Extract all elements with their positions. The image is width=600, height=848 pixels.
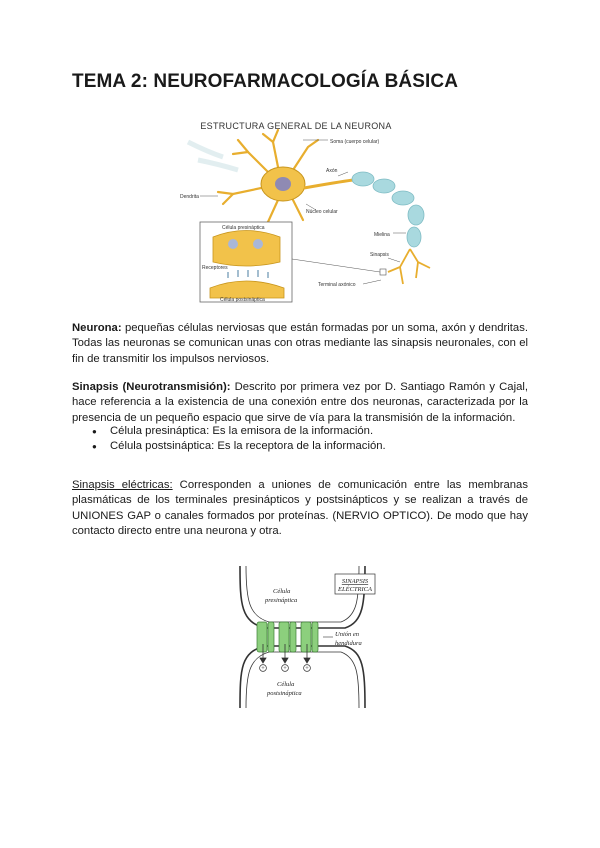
label-sinapsis: Sinapsis — [370, 252, 389, 258]
label-nucleo: Núcleo celular — [306, 209, 338, 215]
label-terminal: Terminal axónico — [318, 282, 356, 288]
nucleus — [275, 177, 291, 191]
term-neurona: Neurona: — [72, 322, 122, 334]
ion-symbol: + — [260, 665, 266, 672]
paragraph-sinapsis — [72, 380, 528, 426]
box-line-1: SINAPSIS — [341, 578, 369, 585]
ion-symbol: + — [304, 665, 310, 672]
list-item: ● Célula presináptica: Es la emisora de la información. — [92, 424, 386, 439]
label-mielina: Mielina — [374, 232, 390, 238]
label-postsinaptica-1: Célula — [277, 681, 295, 688]
text-neurona: pequeñas células nerviosas que están formadas por un soma, axón y dendritas. Todas las neuronas se comunican unas con otras mediante las sinapsis neuronales, con el fin de transmitir los impulsos nerviosos. — [72, 322, 528, 365]
text-sinapsis: Descrito por primera vez por D. Santiago Ramón y Cajal, hace referencia a la existencia de una conexión entre dos neuronas, caracterizada por la presencia de un pequeño espacio que sirve de vía para la transmisión de la información. — [72, 381, 529, 424]
label-postsinaptica-2: postsináptica — [267, 690, 302, 697]
figure-heading: ESTRUCTURA GENERAL DE LA NEURONA — [200, 121, 392, 131]
axon — [304, 180, 353, 188]
label-presinaptica: Célula presináptica — [222, 225, 265, 231]
label-union-1: Unión en — [335, 631, 360, 638]
label-soma: Soma (cuerpo celular) — [330, 139, 380, 145]
paragraph-neurona — [72, 321, 528, 367]
label-postsinaptica: Célula postsináptica — [220, 297, 265, 303]
label-receptores: Receptores — [202, 265, 228, 271]
label-presinaptica-1: Célula — [273, 588, 291, 595]
page-title: TEMA 2: NEUROFARMACOLOGÍA BÁSICA — [72, 71, 459, 92]
label-union-2: hendidura — [335, 640, 362, 647]
gap-junction-channels — [257, 622, 318, 652]
label-dendrita: Dendrita — [180, 194, 199, 200]
box-line-2: ELÉCTRICA — [338, 586, 372, 593]
paragraph-sinapsis-electricas — [72, 478, 528, 540]
label-axon: Axón — [326, 168, 338, 174]
ion-symbol: + — [282, 665, 288, 672]
list-item: ● Célula postsináptica: Es la receptora de la información. — [92, 439, 386, 454]
term-sinapsis: Sinapsis (Neurotransmisión): — [72, 381, 231, 393]
electrical-synapse-figure — [225, 564, 385, 710]
postsynaptic-membrane — [240, 646, 365, 708]
term-sinapsis-electricas: Sinapsis eléctricas: — [72, 479, 173, 491]
axon-terminal — [388, 249, 430, 284]
text-sinapsis-electricas: Corresponden a uniones de comunicación entre las membranas plasmáticas de los terminales presinápticos y postsinápticos y se realizan a través de UNIONES GAP o canales formados por proteínas. (NERVIO OPTICO). De modo que hay contacto directo entre una neurona y otra. — [72, 479, 528, 538]
bullet-list — [92, 424, 386, 455]
label-presinaptica-2: presináptica — [265, 597, 298, 604]
neuron-structure-figure — [178, 112, 446, 308]
